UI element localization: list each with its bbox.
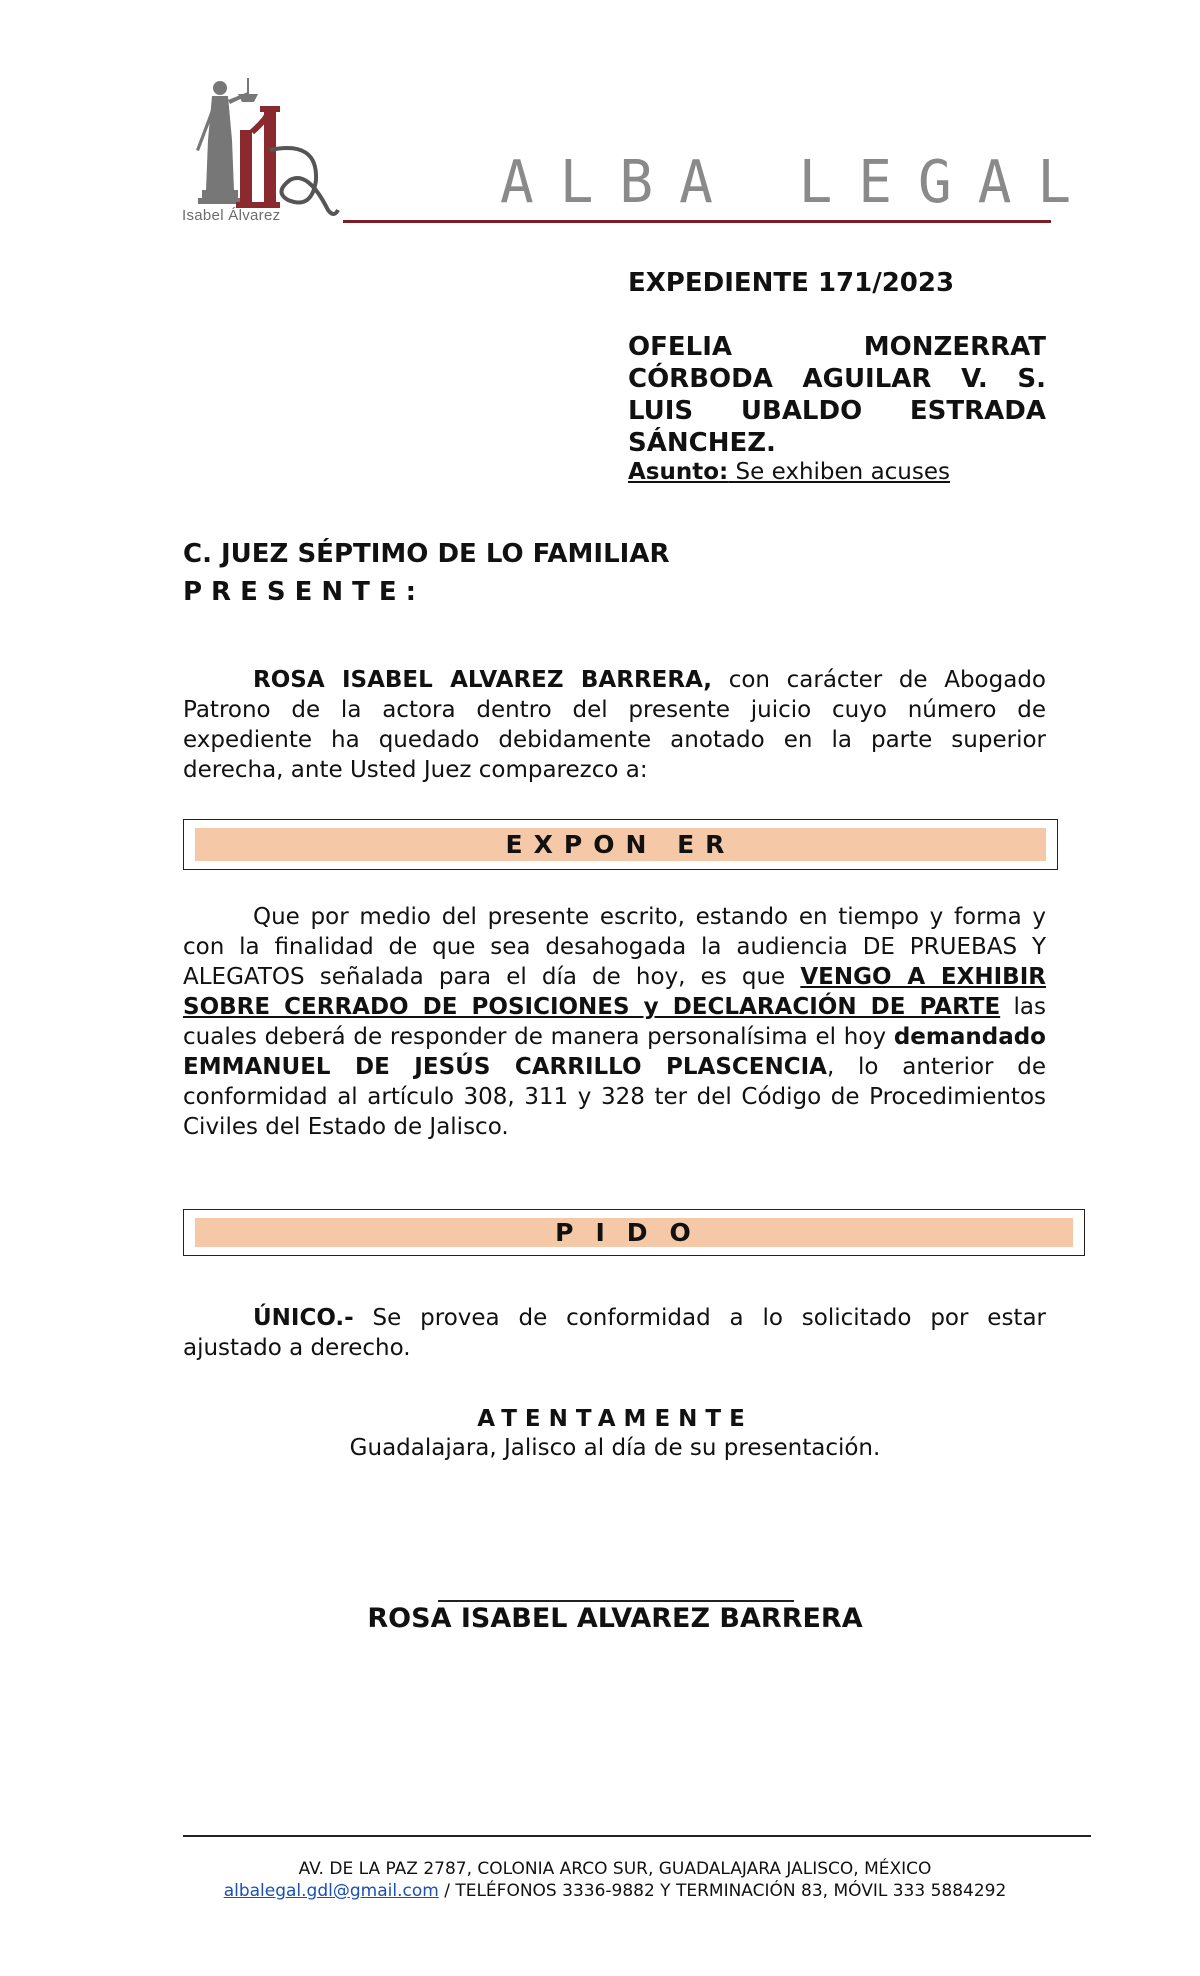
footer-contact bbox=[0, 1881, 1200, 1901]
subject-label: Asunto: bbox=[628, 459, 729, 485]
request-text: Se provea de conformidad a lo solicitado por estar ajustado a derecho. bbox=[183, 1305, 1046, 1361]
body-bold: demandado EMMANUEL DE JESÚS CARRILLO PLASCENCIA bbox=[183, 1024, 1046, 1080]
footer-address: AV. DE LA PAZ 2787, COLONIA ARCO SUR, GUADALAJARA JALISCO, MÉXICO bbox=[298, 1859, 932, 1879]
section-exponer bbox=[183, 819, 1058, 870]
firm-logo bbox=[178, 70, 343, 230]
logo-caption: Isabel Álvarez bbox=[182, 207, 281, 224]
brand-divider bbox=[343, 220, 1051, 223]
justice-statue-icon bbox=[178, 70, 343, 230]
footer-email-link[interactable]: albalegal.gdl@gmail.com bbox=[223, 1881, 439, 1901]
case-number: EXPEDIENTE 171/2023 bbox=[628, 268, 955, 298]
closing-city: Guadalajara, Jalisco al día de su presentación. bbox=[349, 1435, 881, 1461]
section-pido bbox=[183, 1209, 1085, 1256]
addressee-presente: PRESENTE: bbox=[183, 577, 425, 607]
intro-paragraph bbox=[183, 665, 1046, 785]
body-underlined: VENGO A EXHIBIR SOBRE CERRADO DE POSICIONES y DECLARACIÓN DE PARTE bbox=[183, 964, 1046, 1020]
brand-name: ALBA LEGAL bbox=[500, 148, 1098, 217]
body-text-3: , lo anterior de conformidad al artículo 308, 311 y 328 ter del Código de Procedimientos Civiles del Estado de Jalisco. bbox=[183, 1054, 1046, 1140]
signer-name: ROSA ISABEL ALVAREZ BARRERA bbox=[367, 1603, 863, 1634]
body-paragraph bbox=[183, 902, 1046, 1142]
intro-name: ROSA ISABEL ALVAREZ BARRERA, bbox=[253, 667, 713, 693]
intro-text: con carácter de Abogado Patrono de la actora dentro del presente juicio cuyo número de expediente ha quedado debidamente anotado en la parte superior derecha, ante Usted Juez comparezco a: bbox=[183, 667, 1046, 783]
subject-line bbox=[628, 459, 950, 485]
subject-value: Se exhiben acuses bbox=[728, 459, 951, 485]
footer-divider bbox=[183, 1835, 1091, 1837]
request-label: ÚNICO.- bbox=[253, 1305, 354, 1331]
request-paragraph bbox=[183, 1303, 1046, 1363]
case-parties: OFELIA MONZERRAT CÓRBODA AGUILAR V. S. LUIS UBALDO ESTRADA SÁNCHEZ. bbox=[628, 332, 1046, 458]
footer-phones: / TELÉFONOS 3336-9882 Y TERMINACIÓN 83, MÓVIL 333 5884292 bbox=[438, 1881, 1007, 1901]
section-exponer-title: EXPON ER bbox=[505, 830, 736, 859]
body-text-2: las cuales deberá de responder de manera personalísima el hoy bbox=[183, 994, 1047, 1050]
body-text-1: Que por medio del presente escrito, estando en tiempo y forma y con la finalidad de que sea desahogada la audiencia DE PRUEBAS Y ALEGATOS señalada para el día de hoy, es que bbox=[183, 904, 1046, 990]
section-pido-title: PIDO bbox=[555, 1218, 713, 1247]
signature-line bbox=[438, 1600, 794, 1602]
addressee-judge: C. JUEZ SÉPTIMO DE LO FAMILIAR bbox=[183, 539, 670, 569]
closing-atentamente: ATENTAMENTE bbox=[477, 1406, 753, 1432]
